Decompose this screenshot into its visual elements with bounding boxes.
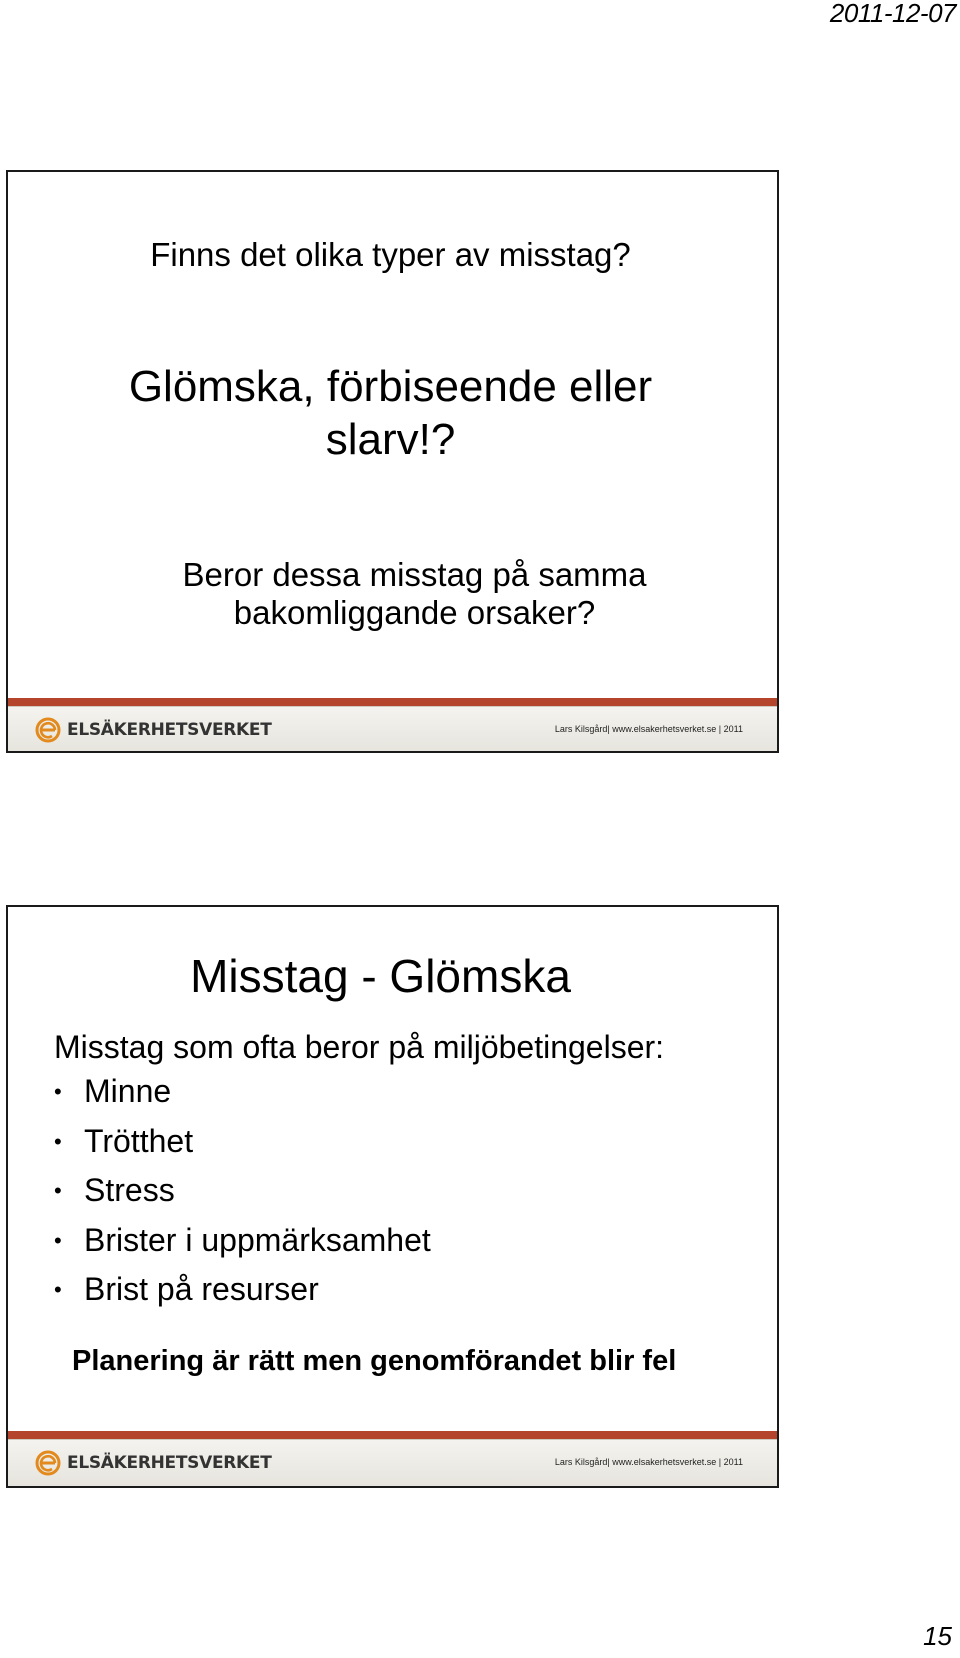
list-item [54, 1216, 431, 1266]
elsakerhetsverket-logo-icon [34, 1449, 62, 1477]
list-item-text: Trötthet [84, 1122, 194, 1159]
list-item [54, 1166, 431, 1216]
bullet-icon: • [54, 1128, 62, 1154]
bullet-icon: • [54, 1277, 62, 1302]
list-item-text: Brist på resurser [84, 1271, 319, 1307]
slide-2-conclusion: Planering är rätt men genomförandet blir fel [72, 1345, 677, 1377]
logo-text: ELSÄKERHETSVERKET [67, 720, 272, 740]
slide-1-question-2-line-2: slarv!? [325, 415, 456, 464]
list-item [54, 1117, 431, 1167]
bullet-icon: • [54, 1079, 62, 1104]
footer-accent-bar [8, 698, 777, 706]
page-number: 15 [923, 1621, 952, 1651]
elsakerhetsverket-logo-icon [34, 716, 62, 744]
slide-1-question-3-line-2: bakomliggande orsaker? [233, 594, 596, 631]
slide-1-question-2-line-1: Glömska, förbiseende eller [128, 362, 653, 411]
page-date: 2011-12-07 [829, 0, 956, 28]
slide-2-intro: Misstag som ofta beror på miljöbetingelser: [54, 1029, 665, 1065]
logo-text: ELSÄKERHETSVERKET [67, 1453, 272, 1473]
elsakerhetsverket-logo [34, 716, 272, 744]
slide-1-question-3 [28, 556, 779, 632]
elsakerhetsverket-logo [34, 1449, 272, 1477]
slide-1-question-1: Finns det olika typer av misstag? [150, 236, 631, 273]
bullet-icon: • [54, 1227, 62, 1253]
footer-credit: Lars Kilsgård| www.elsakerhetsverket.se | 2011 [554, 724, 743, 734]
list-item [54, 1067, 431, 1117]
list-item-text: Minne [84, 1073, 172, 1109]
slide-1 [6, 170, 779, 753]
footer-credit: Lars Kilsgård| www.elsakerhetsverket.se | 2011 [554, 1457, 743, 1467]
slide-2 [6, 905, 779, 1488]
list-item-text: Brister i uppmärksamhet [84, 1221, 431, 1258]
slide-2-bullet-list [54, 1067, 431, 1315]
slide-footer [8, 706, 777, 753]
list-item-text: Stress [84, 1172, 175, 1208]
slide-2-title: Misstag - Glömska [190, 950, 571, 1002]
footer-accent-bar [8, 1431, 777, 1439]
slide-1-question-3-line-1: Beror dessa misstag på samma [182, 556, 647, 593]
slide-footer [8, 1439, 777, 1486]
list-item [54, 1265, 431, 1315]
bullet-icon: • [54, 1178, 62, 1203]
slide-1-question-2 [6, 360, 777, 466]
